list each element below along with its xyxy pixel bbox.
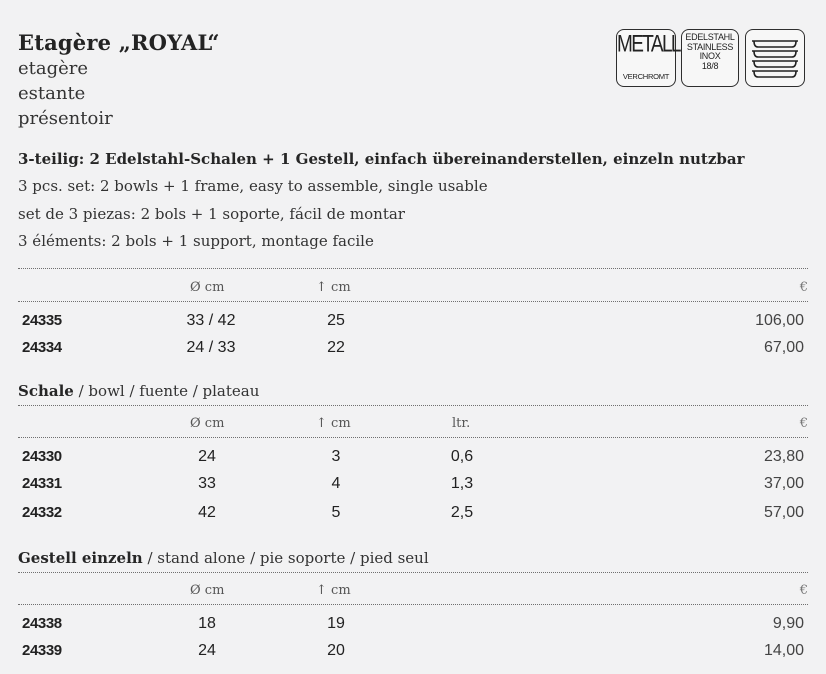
liters-value: 1,3	[450, 475, 474, 492]
description-es: set de 3 piezas: 2 bols + 1 soporte, fácil de montar	[18, 205, 405, 223]
price-value: 37,00	[763, 475, 804, 492]
bowl-section-title	[18, 382, 259, 400]
price-value: 106,00	[755, 312, 804, 329]
stand-title-bold: Gestell einzeln	[18, 549, 143, 567]
bowl-title-bold: Schale	[18, 382, 74, 400]
liters-value: 0,6	[450, 448, 474, 465]
stand-section-title	[18, 549, 429, 567]
diameter-value: 18	[198, 615, 216, 632]
stainless-steel-badge	[681, 29, 739, 87]
diameter-header: Ø cm	[190, 416, 225, 431]
price-value: 67,00	[763, 339, 804, 356]
steel-line-3: INOX	[699, 51, 721, 61]
currency-header: €	[799, 583, 808, 598]
article-number: 24330	[22, 448, 62, 465]
divider	[18, 301, 808, 302]
divider	[18, 405, 808, 406]
currency-header: €	[799, 416, 808, 431]
height-arrow-icon: ↑	[316, 583, 327, 598]
price-value: 23,80	[763, 448, 804, 465]
divider	[18, 572, 808, 573]
diameter-header: Ø cm	[190, 280, 225, 295]
height-header-label: cm	[331, 583, 351, 598]
height-value: 3	[331, 448, 341, 465]
steel-line-1: EDELSTAHL	[685, 32, 735, 42]
stackable-icon	[745, 29, 805, 87]
description-fr: 3 éléments: 2 bols + 1 support, montage facile	[18, 232, 374, 250]
subtitle-en: etagère	[18, 58, 89, 79]
verchromt-label: VERCHROMT	[622, 72, 670, 81]
steel-line-2: STAINLESS	[686, 41, 734, 52]
height-header	[316, 583, 351, 598]
price-value: 14,00	[763, 642, 804, 659]
diameter-value: 33 / 42	[186, 312, 236, 329]
subtitle-es: estante	[18, 83, 86, 104]
height-value: 20	[327, 642, 345, 659]
divider	[18, 604, 808, 605]
description-en: 3 pcs. set: 2 bowls + 1 frame, easy to assemble, single usable	[18, 177, 488, 195]
divider	[18, 437, 808, 438]
divider	[18, 268, 808, 269]
height-value: 19	[327, 615, 345, 632]
article-number: 24334	[22, 339, 62, 356]
article-number: 24332	[22, 504, 62, 521]
height-value: 25	[327, 312, 345, 329]
subtitle-fr: présentoir	[18, 108, 113, 129]
height-value: 22	[327, 339, 345, 356]
height-header	[316, 416, 351, 431]
diameter-value: 24	[198, 448, 216, 465]
article-number: 24338	[22, 615, 62, 632]
height-header-label: cm	[331, 280, 351, 295]
price-value: 9,90	[772, 615, 804, 632]
height-header-label: cm	[331, 416, 351, 431]
height-arrow-icon: ↑	[316, 280, 327, 295]
bowl-title-rest: / bowl / fuente / plateau	[73, 382, 260, 400]
diameter-value: 42	[198, 504, 216, 521]
liters-header: ltr.	[452, 416, 471, 431]
diameter-value: 24	[198, 642, 216, 659]
metall-badge	[616, 29, 680, 87]
height-value: 5	[331, 504, 341, 521]
liters-value: 2,5	[450, 504, 474, 521]
diameter-value: 24 / 33	[186, 339, 236, 356]
product-title: Etagère „ROYAL“	[18, 30, 220, 55]
diameter-value: 33	[198, 475, 216, 492]
price-value: 57,00	[763, 504, 804, 521]
article-number: 24339	[22, 642, 62, 659]
stand-title-rest: / stand alone / pie soporte / pied seul	[142, 549, 429, 567]
height-arrow-icon: ↑	[316, 416, 327, 431]
height-value: 4	[331, 475, 341, 492]
article-number: 24331	[22, 475, 62, 492]
article-number: 24335	[22, 312, 62, 329]
diameter-header: Ø cm	[190, 583, 225, 598]
metall-label: METALL	[617, 31, 680, 58]
description-de: 3-teilig: 2 Edelstahl-Schalen + 1 Gestell, einfach übereinanderstellen, einzeln nutzbar	[18, 150, 745, 168]
currency-header: €	[799, 280, 808, 295]
height-header	[316, 280, 351, 295]
steel-line-4: 18/8	[701, 60, 719, 71]
